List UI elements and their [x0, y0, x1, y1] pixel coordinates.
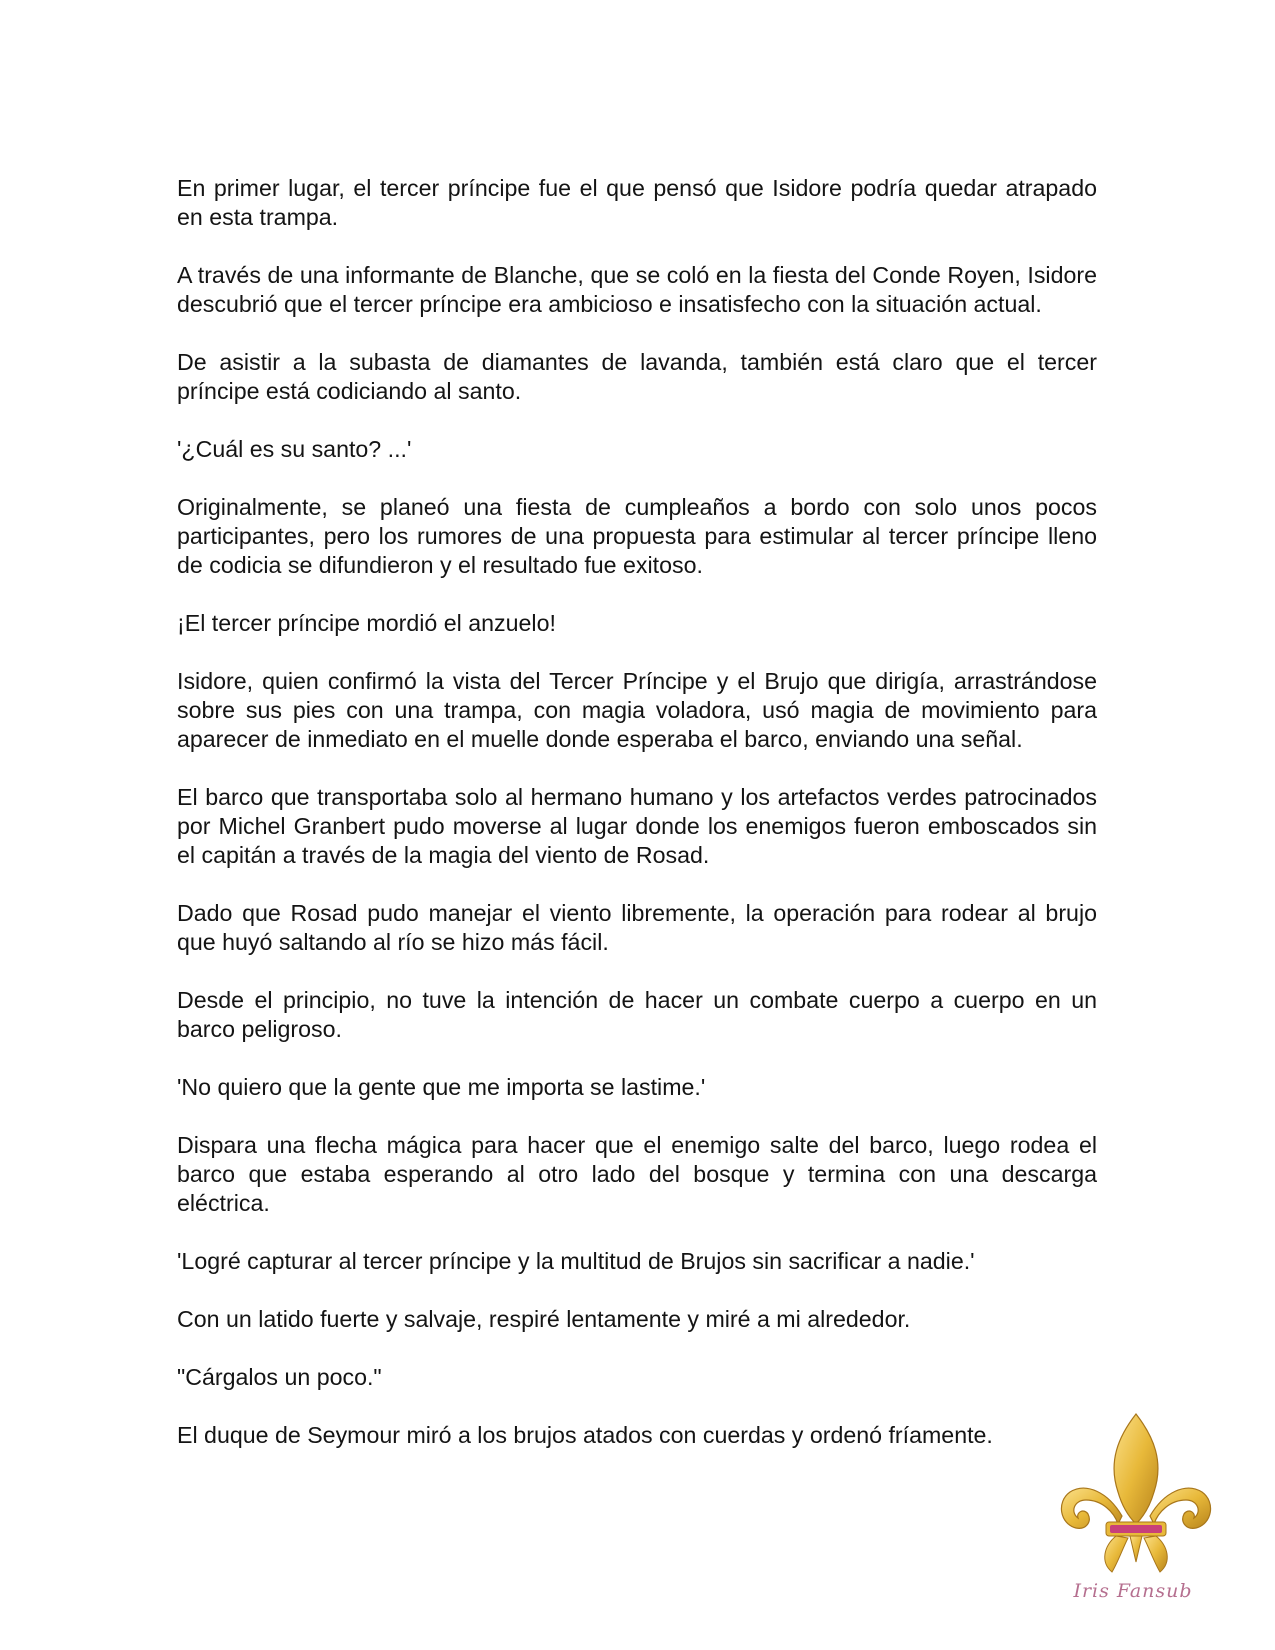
document-body [177, 174, 1097, 1479]
paragraph: A través de una informante de Blanche, que se coló en la fiesta del Conde Royen, Isidore descubrió que el tercer príncipe era ambicioso e insatisfecho con la situación actual. [177, 262, 1097, 317]
paragraph: 'No quiero que la gente que me importa se lastime.' [177, 1074, 706, 1100]
paragraph: Desde el principio, no tuve la intención de hacer un combate cuerpo a cuerpo en un barco peligroso. [177, 987, 1097, 1042]
watermark-caption: Iris Fansub [1073, 1580, 1193, 1602]
paragraph: "Cárgalos un poco." [177, 1364, 382, 1390]
paragraph: Isidore, quien confirmó la vista del Tercer Príncipe y el Brujo que dirigía, arrastrándose sobre sus pies con una trampa, con magia voladora, usó magia de movimiento para aparecer de inmediato en el muelle donde esperaba el barco, enviando una señal. [177, 668, 1097, 752]
paragraph: El barco que transportaba solo al hermano humano y los artefactos verdes patrocinados por Michel Granbert pudo moverse al lugar donde los enemigos fueron emboscados sin el capitán a través de la magia del viento de Rosad. [177, 784, 1097, 868]
paragraph: 'Logré capturar al tercer príncipe y la multitud de Brujos sin sacrificar a nadie.' [177, 1248, 975, 1274]
paragraph: Originalmente, se planeó una fiesta de cumpleaños a bordo con solo unos pocos participantes, pero los rumores de una propuesta para estimular al tercer príncipe lleno de codicia se difundieron y el resultado fue exitoso. [177, 494, 1097, 578]
paragraph: Con un latido fuerte y salvaje, respiré lentamente y miré a mi alrededor. [177, 1306, 911, 1332]
paragraph: Dado que Rosad pudo manejar el viento libremente, la operación para rodear al brujo que huyó saltando al río se hizo más fácil. [177, 900, 1097, 955]
paragraph: El duque de Seymour miró a los brujos atados con cuerdas y ordenó fríamente. [177, 1422, 993, 1448]
paragraph: En primer lugar, el tercer príncipe fue el que pensó que Isidore podría quedar atrapado en esta trampa. [177, 175, 1097, 230]
paragraph: Dispara una flecha mágica para hacer que el enemigo salte del barco, luego rodea el barco que estaba esperando al otro lado del bosque y termina con una descarga eléctrica. [177, 1132, 1097, 1216]
paragraph: De asistir a la subasta de diamantes de lavanda, también está claro que el tercer príncipe está codiciando al santo. [177, 349, 1097, 404]
paragraph: '¿Cuál es su santo? ...' [177, 436, 412, 462]
paragraph: ¡El tercer príncipe mordió el anzuelo! [177, 610, 556, 636]
